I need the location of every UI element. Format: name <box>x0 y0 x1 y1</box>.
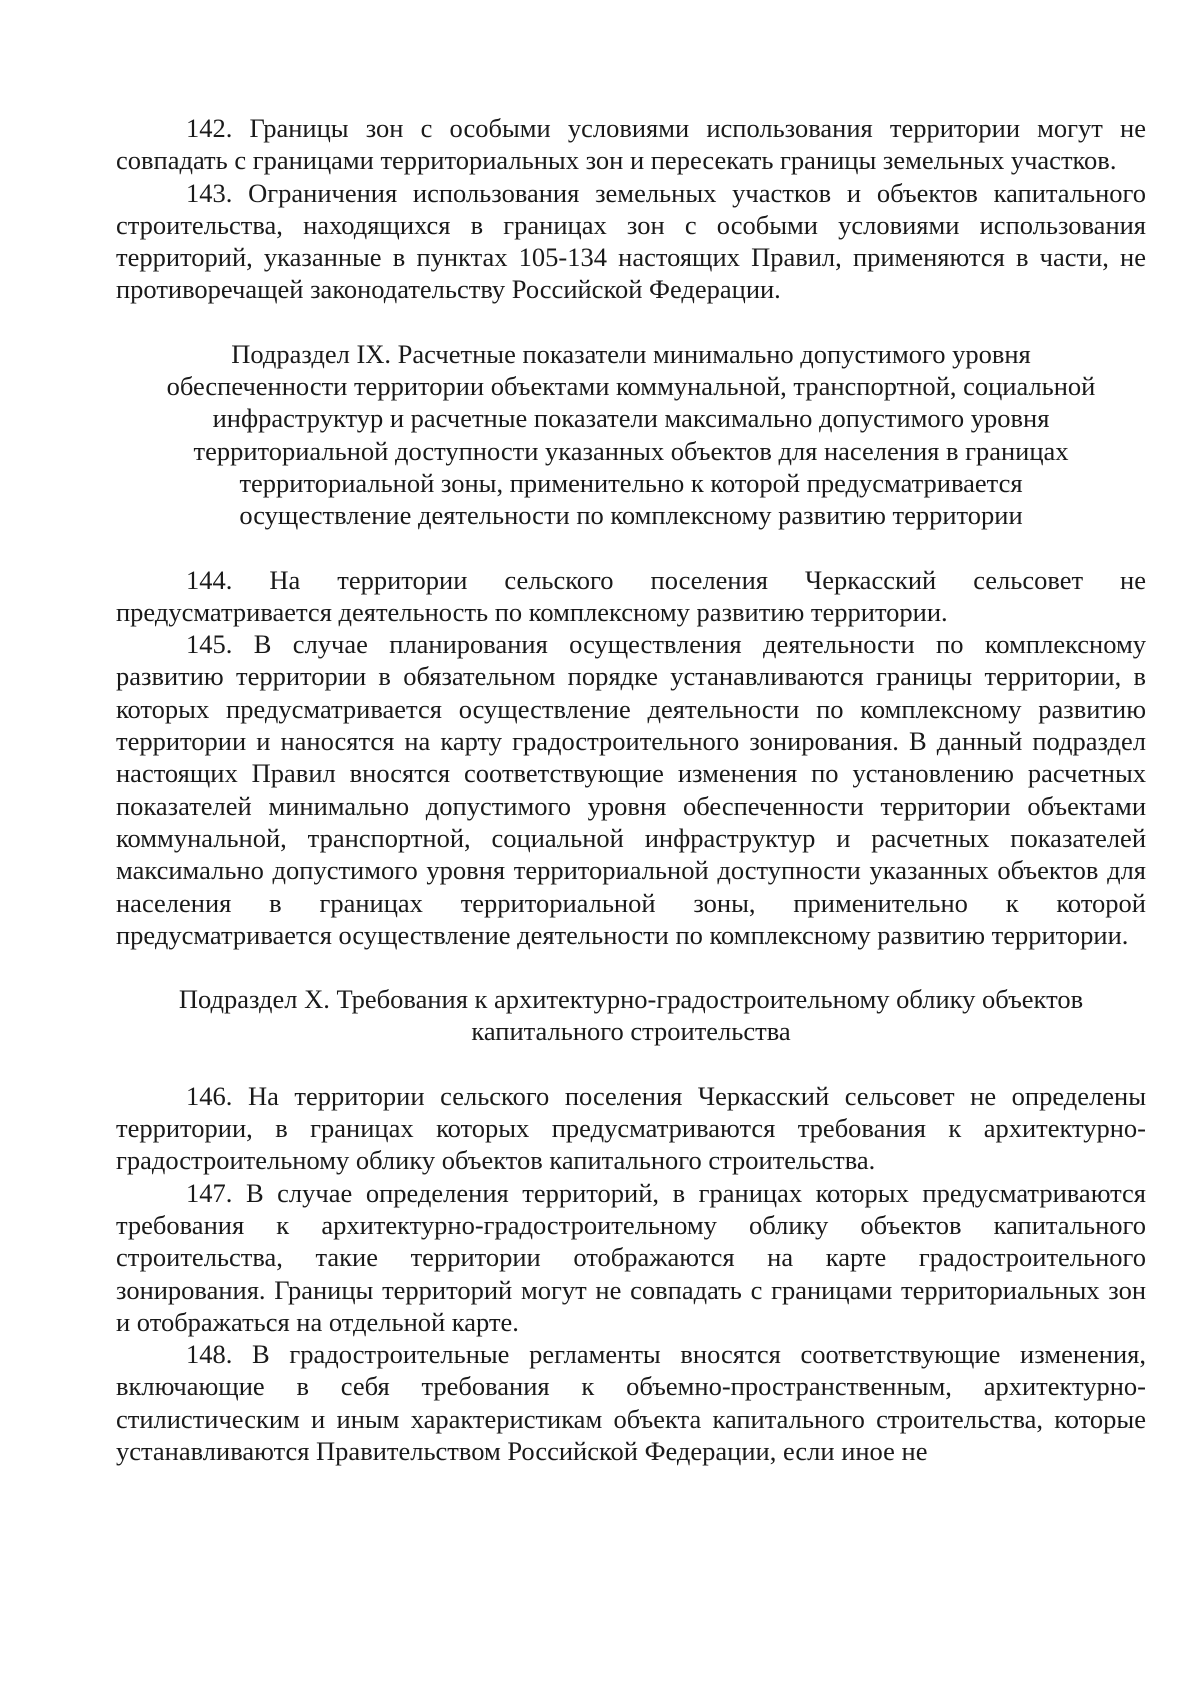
paragraph-148: 148. В градостроительные регламенты вносятся соответствующие изменения, включающие в себя требования к объемно-пространственным, архитектурно-стилистическим и иным характеристикам объекта капитального строительства, которые устанавливаются Правительством Российской Федерации, если иное не <box>116 1339 1146 1466</box>
paragraph-147: 147. В случае определения территорий, в границах которых предусматриваются требования к архитектурно-градостроительному облику объектов капитального строительства, такие территории отображаются на карте градостроительного зонирования. Границы территорий могут не совпадать с границами территориальных зон и отображаться на отдельной карте. <box>116 1177 1146 1337</box>
paragraph-145: 145. В случае планирования осуществления деятельности по комплексному развитию территории в обязательном порядке устанавливаются границы территории, в которых предусматривается осуществление деятельности по комплексному развитию территории и наносятся на карту градостроительного зонирования. В данный подраздел настоящих Правил вносятся соответствующие изменения по установлению расчетных показателей минимально допустимого уровня обеспеченности территории объектами коммунальной, транспортной, социальной инфраструктур и расчетных показателей максимально допустимого уровня территориальной доступности указанных объектов для населения в границах территориальной зоны, применительно к которой предусматривается осуществление деятельности по комплексному развитию территории. <box>116 629 1146 950</box>
subsection-heading-x: Подраздел X. Требования к архитектурно-градостроительному облику объектов капитального строительства <box>178 984 1084 1047</box>
paragraph-144: 144. На территории сельского поселения Черкасский сельсовет не предусматривается деятельность по комплексному развитию территории. <box>116 564 1146 627</box>
document-page <box>116 112 1146 1467</box>
paragraph-143: 143. Ограничения использования земельных участков и объектов капитального строительства, находящихся в границах зон с особыми условиями использования территорий, указанные в пунктах 105-134 настоящих Правил, применяются в части, не противоречащей законодательству Российской Федерации. <box>116 177 1146 305</box>
paragraph-142: 142. Границы зон с особыми условиями использования территории могут не совпадать с границами территориальных зон и пересекать границы земельных участков. <box>116 113 1146 176</box>
subsection-heading-ix: Подраздел IX. Расчетные показатели минимально допустимого уровня обеспеченности территории объектами коммунальной, транспортной, социальной инфраструктур и расчетные показатели максимально допустимого уровня территориальной доступности указанных объектов для населения в границах территориальной зоны, применительно к которой предусматривается осуществление деятельности по комплексному развитию территории <box>166 338 1096 531</box>
paragraph-146: 146. На территории сельского поселения Черкасский сельсовет не определены территории, в границах которых предусматриваются требования к архитектурно-градостроительному облику объектов капитального строительства. <box>116 1080 1146 1176</box>
